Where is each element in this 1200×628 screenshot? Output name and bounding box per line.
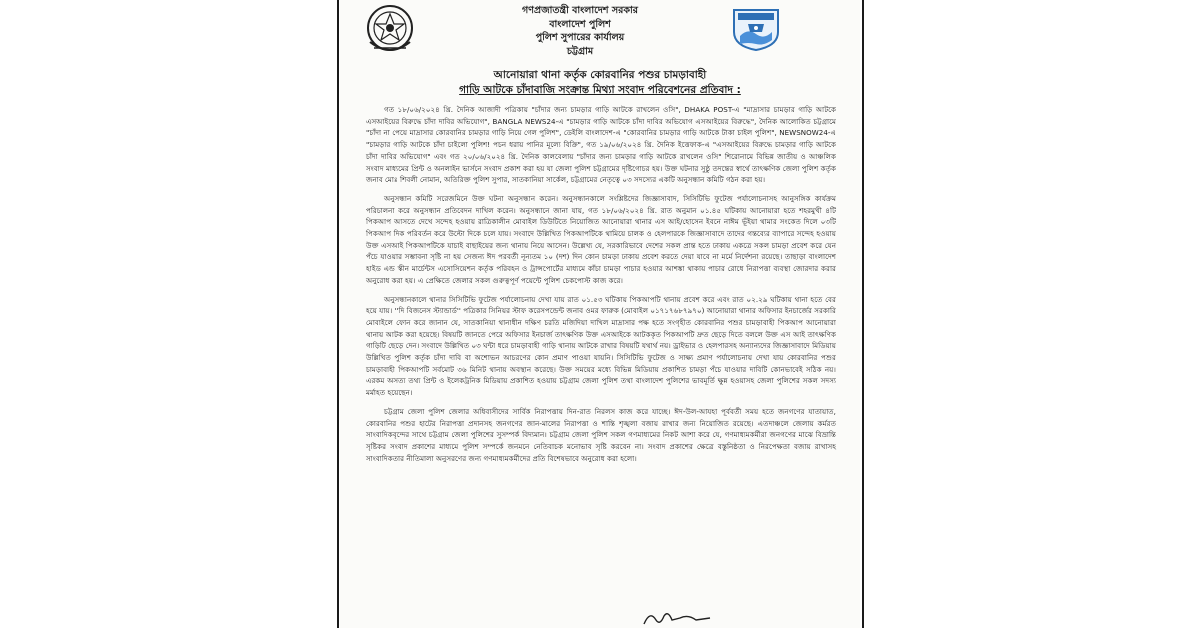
letterhead-line-police: বাংলাদেশ পুলিশ xyxy=(549,18,611,30)
subject-line-2: গাড়ি আটকে চাঁদাবাজি সংক্রান্ত মিথ্যা সংবাদ পরিবেশনের প্রতিবাদ : xyxy=(459,84,741,96)
paragraph-1: গত ১৮/০৬/২০২৪ খ্রি. দৈনিক আজাদী পত্রিকায় "চাঁদার জন্য চামড়ার গাড়ি আটকে রাখলেন ওসি", DHAKA POST-এ "মাদ্রাসার চামড়ার গাড়ি আটকে এসআইয়ের বিরুদ্ধে চাঁদা দাবির অভিযোগ", BANGLA NEWS24-এ "চামড়ার গাড়ি আটকে চাঁদা দাবির অভিযোগ এসআইয়ের বিরুদ্ধে", দৈনিক আলোকিত চট্টগ্রামে "চাঁদা না পেয়ে মাদ্রাসার কোরবানির চামড়ার গাড়ি নিয়ে গেল পুলিশ", ডেইলি বাংলাদেশ-এ "কোরবানির চামড়ার গাড়ি আটকে টাকা চাইল পুলিশ", NEWSNOW24-এ "চামড়ার গাড়ি আটকে চাঁদা চাইলো পুলিশ! পচন ধরায় পানির মূল্যে বিক্রি", গত ১৯/০৬/২০২৪ খ্রি. দৈনিক ইত্তেফাক-এ "এসআইয়ের বিরুদ্ধে চামড়ার গাড়ি আটকে চাঁদা দাবির অভিযোগ" এবং গত ২০/০৬/২০২৪ খ্রি. দৈনিক কালবেলায় "চাঁদার জন্য চামড়ার গাড়ি আটকে রাখলেন ওসি" শিরোনামে বিভিন্ন জাতীয় ও আঞ্চলিক সংবাদ মাধ্যমের প্রিন্ট ও অনলাইন ভার্সনে সংবাদ প্রকাশ করা হয় যা জেলা পুলিশ চট্টগ্রামের দৃষ্টিগোচর হয়। উক্ত ঘটনার সুষ্ঠু তদন্তের স্বার্থে তাৎক্ষণিক জেলা পুলিশ কর্তৃক জনাব মোঃ শিবলী নোমান, অতিরিক্ত পুলিশ সুপার, সাতকানিয়া সার্কেল, চট্টগ্রামের নেতৃত্বে ০৩ সদস্যের একটি অনুসন্ধান কমিটি গঠন করা হয়। xyxy=(366,105,836,185)
police-emblem-icon xyxy=(362,2,418,58)
handwritten-signature-icon xyxy=(640,606,720,628)
subject-line-1: আনোয়ারা থানা কর্তৃক কোরবানির পশুর চামড়াবাহী xyxy=(493,69,707,81)
subject-heading xyxy=(370,68,830,98)
letterhead xyxy=(440,4,720,58)
letterhead-line-district: চট্টগ্রাম xyxy=(566,45,594,57)
district-police-badge-icon xyxy=(728,6,784,52)
left-border-line xyxy=(337,0,339,628)
letterhead-line-government: গণপ্রজাতন্ত্রী বাংলাদেশ সরকার xyxy=(522,5,638,16)
document-body xyxy=(366,104,836,471)
paragraph-4: চট্টগ্রাম জেলা পুলিশ জেলার অধিবাসীদের সার্বিক নিরাপত্তায় দিন-রাত নিরলস কাজ করে যাচ্ছে। ঈদ-উল-আযহা পূর্ববর্তী সময় হতে জনগণের যাতায়াত, কোরবানির পশুর হাটের নিরাপত্তা প্রদানসহ জনগণের জান-মালের নিরাপত্তা ও শান্তি শৃঙ্খলা বজায় রাখার জন্য নিয়োজিত রয়েছে। এতদাঞ্চলে জেলায় কর্মরত সাংবাদিকবৃন্দের সাথে চট্টগ্রাম জেলা পুলিশের সুসম্পর্ক বিদ্যমান। চট্টগ্রাম জেলা পুলিশ সকল গণমাধ্যমের নিকট আশা করে যে, গণমাধ্যমকর্মীরা জনগণের মাঝে বিভ্রান্তি সৃষ্টিকর সংবাদ প্রকাশের মাধ্যমে পুলিশ সম্পর্কে জনমনে নেতিবাচক মনোভাব সৃষ্টি করবেন না। সংবাদ প্রকাশের ক্ষেত্রে বস্তুনিষ্ঠতা ও নিরপেক্ষতা বজায় রাখাসহ সাংবাদিকতার নীতিমালা অনুসরণের জন্য গণমাধ্যমকর্মীদের প্রতি বিশেষভাবে অনুরোধ করা হলো। xyxy=(366,406,836,463)
press-release-document xyxy=(340,0,860,628)
right-border-line xyxy=(862,0,864,628)
paragraph-2: অনুসন্ধান কমিটি সরেজমিনে উক্ত ঘটনা অনুসন্ধান করেন। অনুসন্ধানকালে সংশ্লিষ্টদের জিজ্ঞাসাবাদ, সিসিটিভি ফুটেজ পর্যালোচনাসহ আনুসঙ্গিক কার্যক্রম পরিচালনা করে অনুসন্ধান প্রতিবেদন দাখিল করেন। অনুসন্ধানে জানা যায়, গত ১৮/০৬/২০২৪ খ্রি. রাত অনুমান ০১.৪৫ ঘটিকায় আনোয়ারা হতে শহরমুখী ৪টি পিকআপ আসতে দেখে সন্দেহ হওয়ায় রাত্রিকালীন মোবাইল ডিউটিতে নিয়োজিত আনোয়ারা থানার এস আই/হোসেন ইবনে নাঈম ভূঁইয়া থামার সংকেত দিলে ০৩টি পিকআপ দিক পরিবর্তন করে উল্টো দিকে চলে যায়। সংবাদে উল্লিখিত পিকআপটিকে থামিয়ে চালক ও হেলপারকে জিজ্ঞাসাবাদে তাদের গন্তব্যের ব্যাপারে সন্দেহ হওয়ায় উক্ত এসআই পিকআপটিকে যাচাই বাছাইয়ের জন্য থানায় নিয়ে আসেন। উল্লেখ্য যে, সরকারিভাবে দেশের সকল প্রান্ত হতে ঢাকায় একত্রে সকল চামড়া প্রবেশ করে যেন পঁচে যাওয়ার সম্ভাবনা সৃষ্টি না হয় সেজন্য ঈদ পরবর্তী নূন্যতম ১০ (দশ) দিন কোন চামড়া ঢাকায় প্রবেশ করতে দেয়া যাবে না মর্মে নির্দেশনা রয়েছে। তাছাড়া বাংলাদেশ হাইড এন্ড স্কীন মার্চেন্টস এসোসিয়েশন কর্তৃক পরিবহন ও ট্রান্সপোর্টের মাধ্যমে কাঁচা চামড়া পাচার হওয়ার আশঙ্কা থাকায় পাচার রোধে নিরাপত্তা ব্যবস্থা জোরদার করার অনুরোধ করা হয়। এ প্রেক্ষিতে জেলার সকল গুরুত্বপূর্ণ পয়েন্টে পুলিশ চেকপোস্ট কাজ করে। xyxy=(366,193,836,285)
letterhead-line-office: পুলিশ সুপারের কার্যালয় xyxy=(535,32,625,43)
paragraph-3: অনুসন্ধানকালে থানার সিসিটিভি ফুটেজ পর্যালোচনায় দেখা যায় রাত ০১.৫৩ ঘটিকায় পিকআপটি থানায় প্রবেশ করে এবং রাত ০২.২৯ ঘটিকায় থানা হতে বের হয়ে যায়। ''দি বিজনেস স্ট্যান্ডার্ড'' পত্রিকার সিনিয়র স্টাফ করেসপন্ডেন্ট জনাব ওমর ফারুক (মোবাইল ০১৭১৭৬৮৭৯৭০) আনোয়ারা থানার অফিসার ইনচার্জের সরকারি মোবাইলে ফোন করে জানান যে, সাতকানিয়া থানাধীন দক্ষিণ চরতি মজিদিয়া দাখিল মাদ্রাসার পক্ষ হতে সংগৃহীত কোরবানির পশুর চামড়াবাহী পিকআপ আনোয়ারা থানায় আটক করা হয়েছে। বিষয়টি জানতে পেরে অফিসার ইনচার্জ তাৎক্ষণিক উক্ত এসআইকে আটককৃত পিকআপটি দ্রুত ছেড়ে দিতে বললে উক্ত এস আই তাৎক্ষণিক গাড়িটি ছেড়ে দেন। সংবাদে উল্লিখিত ০৩ ঘন্টা ধরে চামড়াবাহী গাড়ি থানায় আটকে রাখার বিষয়টি যথার্থ নয়। ড্রাইভার ও হেলপারসহ অন্যান্যদের জিজ্ঞাসাবাদে মিডিয়ায় উল্লিখিত পুলিশ কর্তৃক চাঁদা দাবি বা অশোভন আচরণের কোন প্রমাণ পাওয়া যায়নি। সিসিটিভি ফুটেজ ও সাক্ষ্য প্রমাণ পর্যালোচনায় দেখা যায় কোরবানির পশুর চামড়াবাহী পিকআপটি সর্বমোট ৩৬ মিনিট থানায় অবস্থান করেছে। উক্ত সময়ের মধ্যে বিভিন্ন মিডিয়ায় প্রকাশিত চামড়া পঁচে যাওয়ার দাবিটি কোনভাবেই সঠিক নয়। এরকম অসত্য তথ্য প্রিন্ট ও ইলেকট্রনিক মিডিয়ায় প্রকাশিত হওয়ায় চট্টগ্রাম জেলা পুলিশ তথা বাংলাদেশ পুলিশের ভাবমূর্তি ক্ষুন্ন হওয়াসহ জেলা পুলিশের সকল সদস্য মর্মাহত হয়েছেন। xyxy=(366,294,836,398)
